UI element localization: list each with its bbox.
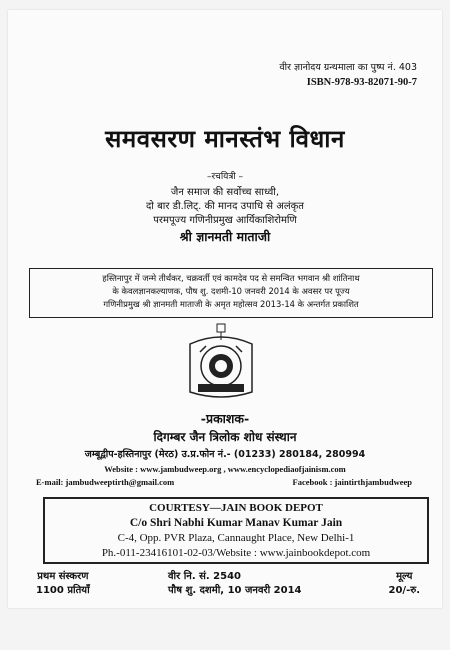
courtesy-line-4: Ph.-011-23416101-02-03/Website : www.jainbookdepot.com xyxy=(101,547,371,559)
courtesy-line-1: COURTESY—JAIN BOOK DEPOT xyxy=(149,502,323,514)
publication-notice xyxy=(29,268,433,318)
publisher-website: Website : www.jambudweep.org , www.encyclopediaofjainism.com xyxy=(104,464,346,474)
notice-line-3: गणिनीप्रमुख श्री ज्ञानमती माताजी के अमृत महोत्सव 2013-14 के अन्तर्गत प्रकाशित xyxy=(103,299,359,309)
author-line-3: परमपूज्य गणिनीप्रमुख आर्यिकाशिरोमणि xyxy=(153,215,297,226)
edition-column xyxy=(36,570,90,598)
price-column xyxy=(389,570,421,598)
publisher-label: -प्रकाशक- xyxy=(200,411,250,426)
publisher-name: दिगम्बर जैन त्रिलोक शोध संस्थान xyxy=(153,430,297,444)
vir-era: वीर नि. सं. 2540 xyxy=(168,571,242,582)
author-role: –रचयित्री – xyxy=(206,172,244,182)
author-line-1: जैन समाज की सर्वोच्च साध्वी, xyxy=(170,187,280,198)
notice-line-2: के केवलज्ञानकल्याणक, पौष शु. दशमी-10 जनवरी 2014 के अवसर पर पूज्य xyxy=(112,286,350,296)
price: 20/-रु. xyxy=(388,585,420,596)
date-column xyxy=(168,570,302,598)
notice-line-1: हस्तिनापुर में जन्मे तीर्थंकर, चक्रवर्ती एवं कामदेव पद से समन्वित भगवान श्री शांतिनाथ xyxy=(102,273,360,283)
courtesy-line-3: C-4, Opp. PVR Plaza, Cannaught Place, New Delhi-1 xyxy=(117,532,355,544)
isbn: ISBN-978-93-82071-90-7 xyxy=(306,77,417,88)
edition-label: प्रथम संस्करण xyxy=(37,571,89,582)
author-block xyxy=(8,170,442,244)
series-line: वीर ज्ञानोदय ग्रन्थमाला का पुष्प नं. 403 xyxy=(279,62,417,73)
courtesy-box xyxy=(43,497,429,564)
author-name: श्री ज्ञानमती माताजी xyxy=(179,229,271,244)
publisher-facebook: Facebook : jaintirthjambudweep xyxy=(292,477,412,487)
publisher-contacts xyxy=(36,477,412,487)
title-page xyxy=(8,10,442,608)
publisher-address: जम्बूद्वीप-हस्तिनापुर (मेरठ) उ.प्र.फोन नं.- (01233) 280184, 280994 xyxy=(84,449,366,460)
jambudweep-emblem-icon xyxy=(184,322,258,402)
publication-date: पौष शु. दशमी, 10 जनवरी 2014 xyxy=(168,585,302,596)
author-line-2: दो बार डी.लिट्. की मानद उपाधि से अलंकृत xyxy=(146,201,304,212)
series-info xyxy=(279,60,417,90)
copies: 1100 प्रतियाँ xyxy=(36,585,90,596)
courtesy-line-2: C/o Shri Nabhi Kumar Manav Kumar Jain xyxy=(129,517,343,529)
price-label: मूल्य xyxy=(396,571,413,582)
edition-footer xyxy=(8,570,442,610)
book-title: समवसरण मानस्तंभ विधान xyxy=(105,125,345,153)
publisher-email: E-mail: jambudweeptirth@gmail.com xyxy=(36,477,175,487)
